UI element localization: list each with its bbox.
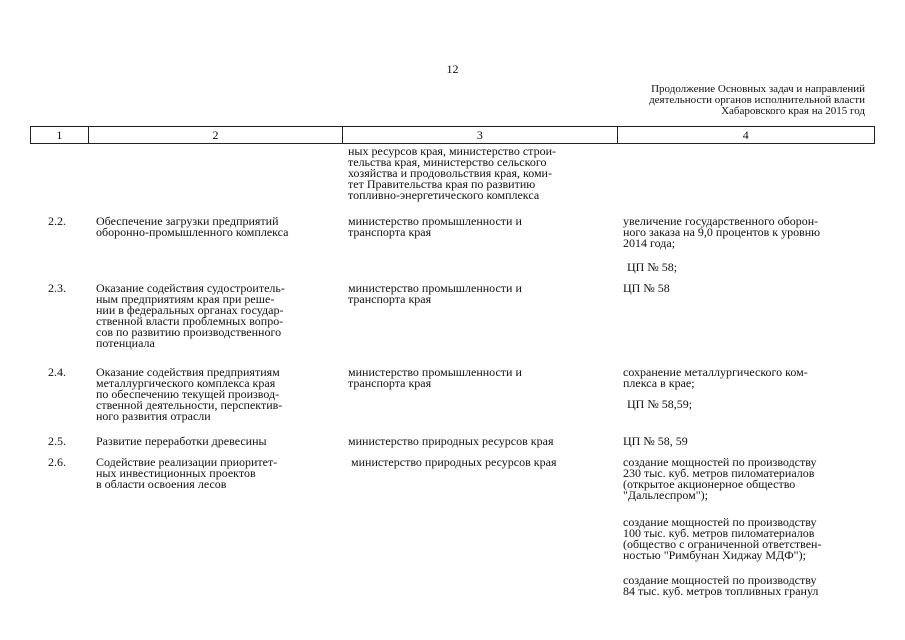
row-result: увеличение государственного оборон- ного заказа на 9,0 процентов к уровню 2014 года; xyxy=(623,214,821,250)
row-result: создание мощностей по производству 230 тыс. куб. метров пиломатериалов (открытое акционерное общество "Дальлеспром"); xyxy=(623,455,817,502)
row-result: сохранение металлургического ком- плекса в крае; xyxy=(623,365,808,390)
row-task: Оказание содействия судостроитель- ным предприятиям края при реше- нии в федеральных органах государ- ственной власти проблемных вопро- сов по развитию производственного потенциала xyxy=(96,281,285,350)
carryover-executor: ных ресурсов края, министерство строи- тельства края, министерство сельского хозяйства и продовольствия края, коми- тет Правительства края по развитию топливно-энергетического комплекса xyxy=(348,144,556,202)
header-cell-4: 4 xyxy=(742,128,749,142)
row-result: создание мощностей по производству 100 тыс. куб. метров пиломатериалов (общество с ограниченной ответствен- ностью "Римбунан Хиджау МДФ"); xyxy=(623,515,822,562)
row-number: 2.2. xyxy=(48,214,66,228)
row-executor: министерство промышленности и транспорта края xyxy=(348,281,522,306)
row-number: 2.3. xyxy=(48,281,66,295)
header-cell-1: 1 xyxy=(31,127,89,143)
page-number: 12 xyxy=(446,62,459,76)
row-task: Развитие переработки древесины xyxy=(96,434,267,448)
row-number: 2.5. xyxy=(48,434,66,448)
row-executor: министерство промышленности и транспорта края xyxy=(348,365,522,390)
row-result: ЦП № 58; xyxy=(627,260,678,274)
row-task: Обеспечение загрузки предприятий оборонно-промышленного комплекса xyxy=(96,214,289,239)
row-result: ЦП № 58,59; xyxy=(627,397,693,411)
row-result: ЦП № 58 xyxy=(623,281,670,295)
row-result: ЦП № 58, 59 xyxy=(623,434,688,448)
row-number: 2.4. xyxy=(48,365,66,379)
row-executor: министерство природных ресурсов края xyxy=(348,434,554,448)
row-number: 2.6. xyxy=(48,455,66,469)
continuation-title: Продолжение Основных задач и направлений деятельности органов исполнительной власти Хабаровского края на 2015 год xyxy=(649,83,865,117)
row-task: Оказание содействия предприятиям металлургического комплекса края по обеспечению текущей производ- ственной деятельности, перспектив- ного развития отрасли xyxy=(96,365,283,423)
row-task: Содействие реализации приоритет- ных инвестиционных проектов в области освоения лесов xyxy=(96,455,278,491)
table-header-row xyxy=(30,126,875,144)
row-executor: министерство природных ресурсов края xyxy=(348,455,557,469)
row-executor: министерство промышленности и транспорта края xyxy=(348,214,522,239)
row-result: создание мощностей по производству 84 тыс. куб. метров топливных гранул xyxy=(623,573,819,598)
header-cell-3: 3 xyxy=(343,127,617,143)
header-cell-2: 2 xyxy=(89,127,343,143)
